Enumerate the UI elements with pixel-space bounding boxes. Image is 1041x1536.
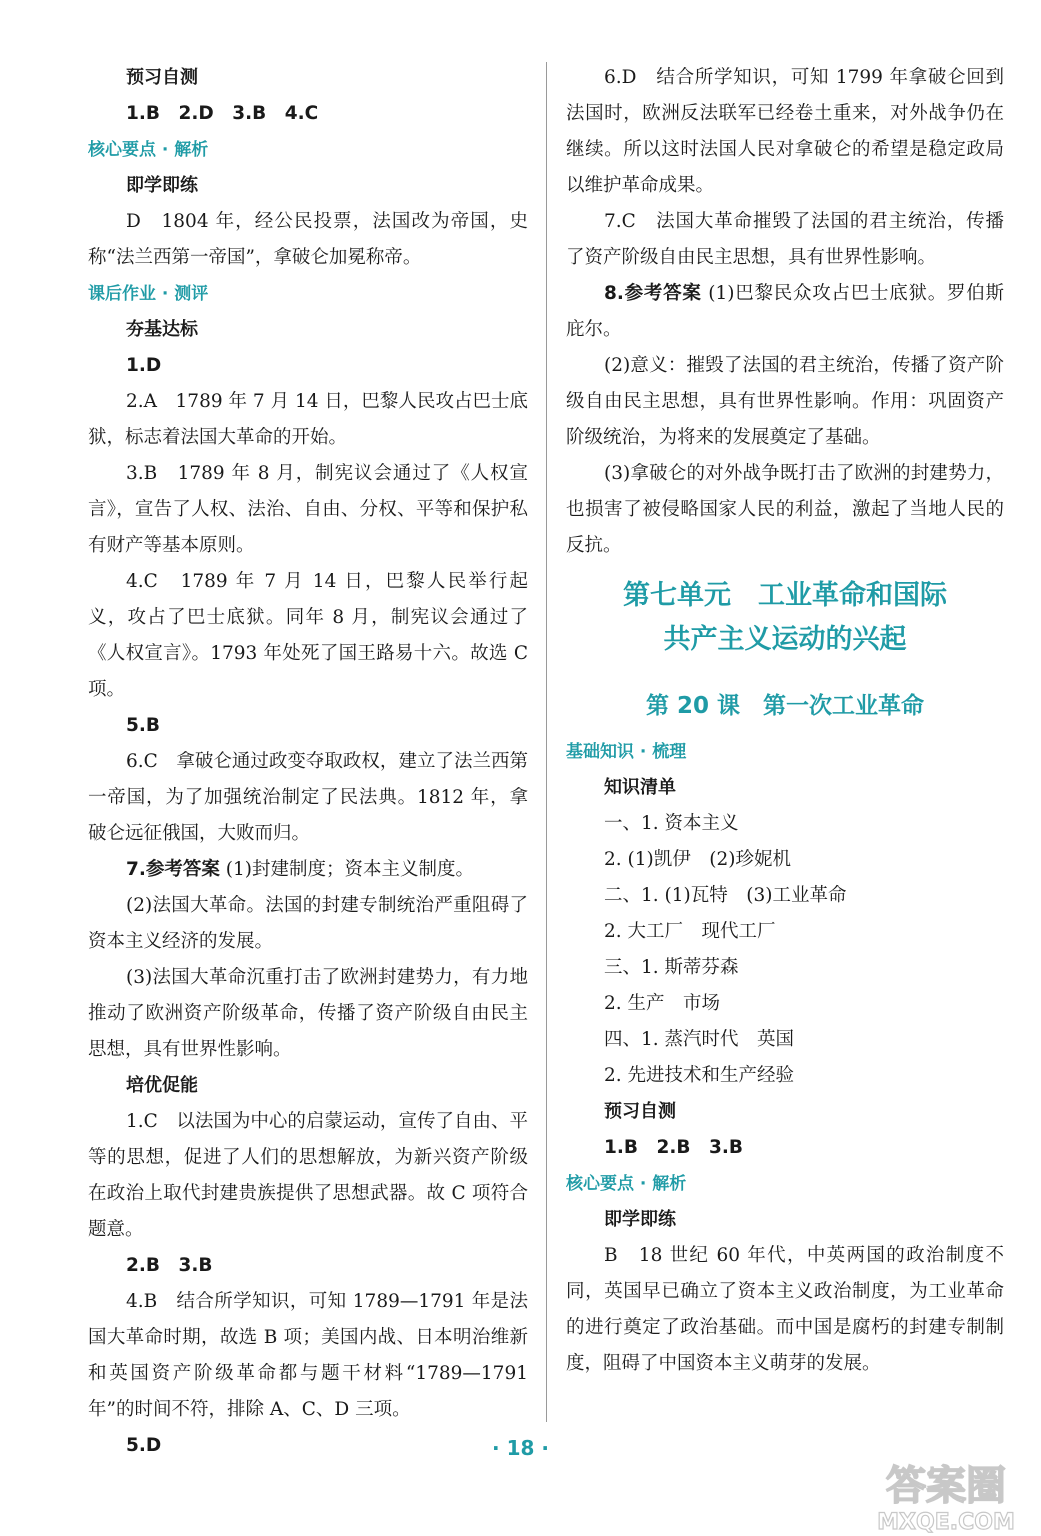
unit-title-line2: 共产主义运动的兴起 <box>663 624 907 655</box>
answer-line: 1.D <box>126 355 162 376</box>
answer-item: (2)意义：摧毁了法国的君主统治，传播了资产阶级自由民主思想，具有世界性影响。作用：巩固资产阶级统治，为将来的发展奠定了基础。 <box>566 355 1004 448</box>
left-column <box>88 60 528 1464</box>
knowledge-item: 三、1. 斯蒂芬森 <box>604 957 739 978</box>
answer-text: (1)封建制度；资本主义制度。 <box>219 859 475 880</box>
knowledge-item: 二、1. (1)瓦特 (3)工业革命 <box>604 885 847 906</box>
answer-item: 4.B 结合所学知识，可知 1789—1791 年是法国大革命时期，故选 B 项；美国内战、日本明治维新和英国资产阶级革命都与题干材料“1789—1791 年”的时间不符，排除 A、C、D 三项。 <box>88 1291 528 1420</box>
reference-answer-label: 参考答案 <box>145 859 220 880</box>
answer-item: 6.D 结合所学知识，可知 1799 年拿破仑回到法国时，欧洲反法联军已经卷土重来，对外战争仍在继续。所以这时法国人民对拿破仑的希望是稳定政局以维护革命成果。 <box>566 67 1004 196</box>
answer-line: 2.B 3.B <box>126 1255 213 1276</box>
subheading-practice: 即学即练 <box>126 175 198 196</box>
answer-item: 6.C 拿破仑通过政变夺取政权，建立了法兰西第一帝国，为了加强统治制定了民法典。1812 年，拿破仑远征俄国，大败而归。 <box>88 751 528 844</box>
answer-line: 5.D <box>126 1435 162 1456</box>
item-number: 7. <box>126 859 146 880</box>
section-heading-core: 核心要点 · 解析 <box>88 140 209 160</box>
answer-item: 1.C 以法国为中心的启蒙运动，宣传了自由、平等的思想，促进了人们的思想解放，为新兴资产阶级在政治上取代封建贵族提供了思想武器。故 C 项符合题意。 <box>88 1111 528 1240</box>
section-heading-core: 核心要点 · 解析 <box>566 1174 687 1194</box>
watermark-text-cn: 答案圈 <box>886 1463 1006 1509</box>
subheading-preview-test: 预习自测 <box>126 67 198 88</box>
paragraph: D 1804 年，经公民投票，法国改为帝国，史称“法兰西第一帝国”，拿破仑加冕称帝。 <box>88 211 528 268</box>
answer-line: 1.B 2.D 3.B 4.C <box>126 103 319 124</box>
knowledge-item: 一、1. 资本主义 <box>604 813 739 834</box>
answer-item: (2)法国大革命。法国的封建专制统治严重阻碍了资本主义经济的发展。 <box>88 895 528 952</box>
unit-title-line1: 第七单元 工业革命和国际 <box>623 580 947 611</box>
answer-line: 5.B <box>126 715 161 736</box>
subheading-basics: 夯基达标 <box>126 319 198 340</box>
answer-item: 4.C 1789 年 7 月 14 日，巴黎人民举行起义，攻占了巴士底狱。同年 8 月，制宪议会通过了《人权宣言》。1793 年处死了国王路易十六。故选 C 项。 <box>88 571 528 700</box>
knowledge-item: 2. 生产 市场 <box>604 993 721 1014</box>
page-number: · 18 · <box>492 1436 549 1460</box>
answer-item: 7.C 法国大革命摧毁了法国的君主统治，传播了资产阶级自由民主思想，具有世界性影响。 <box>566 211 1004 268</box>
column-divider <box>546 62 547 1422</box>
answer-item <box>566 276 1004 348</box>
section-heading-basics: 基础知识 · 梳理 <box>566 742 687 762</box>
subheading-knowledge-list: 知识清单 <box>604 777 676 798</box>
answer-item: (3)法国大革命沉重打击了欧洲封建势力，有力地推动了欧洲资产阶级革命，传播了资产阶级自由民主思想，具有世界性影响。 <box>88 967 528 1060</box>
answer-text: (1)巴黎民众攻占巴士底狱。罗伯斯庇尔。 <box>566 283 1004 340</box>
knowledge-item: 2. (1)凯伊 (2)珍妮机 <box>604 849 791 870</box>
answer-item: 2.A 1789 年 7 月 14 日，巴黎人民攻占巴士底狱，标志着法国大革命的开始。 <box>88 391 528 448</box>
watermark-text-en: MXQE.COM <box>877 1510 1015 1535</box>
subheading-preview-test: 预习自测 <box>604 1101 676 1122</box>
lesson-title: 第 20 课 第一次工业革命 <box>645 693 925 719</box>
knowledge-item: 2. 大工厂 现代工厂 <box>604 921 776 942</box>
subheading-advanced: 培优促能 <box>126 1075 198 1096</box>
answer-item: (3)拿破仑的对外战争既打击了欧洲的封建势力，也损害了被侵略国家人民的利益，激起了当地人民的反抗。 <box>566 463 1004 556</box>
answer-item <box>88 852 528 888</box>
answer-line: 1.B 2.B 3.B <box>604 1137 744 1158</box>
answer-item: 3.B 1789 年 8 月，制宪议会通过了《人权宣言》，宣告了人权、法治、自由、分权、平等和保护私有财产等基本原则。 <box>88 463 528 556</box>
knowledge-item: 四、1. 蒸汽时代 英国 <box>604 1029 795 1050</box>
item-number: 8. <box>604 283 624 304</box>
right-column <box>566 60 1004 1382</box>
reference-answer-label: 参考答案 <box>623 283 702 304</box>
knowledge-item: 2. 先进技术和生产经验 <box>604 1065 795 1086</box>
watermark-logo <box>860 1455 1035 1535</box>
section-heading-homework: 课后作业 · 测评 <box>88 284 209 304</box>
paragraph: B 18 世纪 60 年代，中英两国的政治制度不同，英国早已确立了资本主义政治制度，为工业革命的进行奠定了政治基础。而中国是腐朽的封建专制制度，阻碍了中国资本主义萌芽的发展。 <box>566 1245 1004 1374</box>
subheading-practice: 即学即练 <box>604 1209 676 1230</box>
